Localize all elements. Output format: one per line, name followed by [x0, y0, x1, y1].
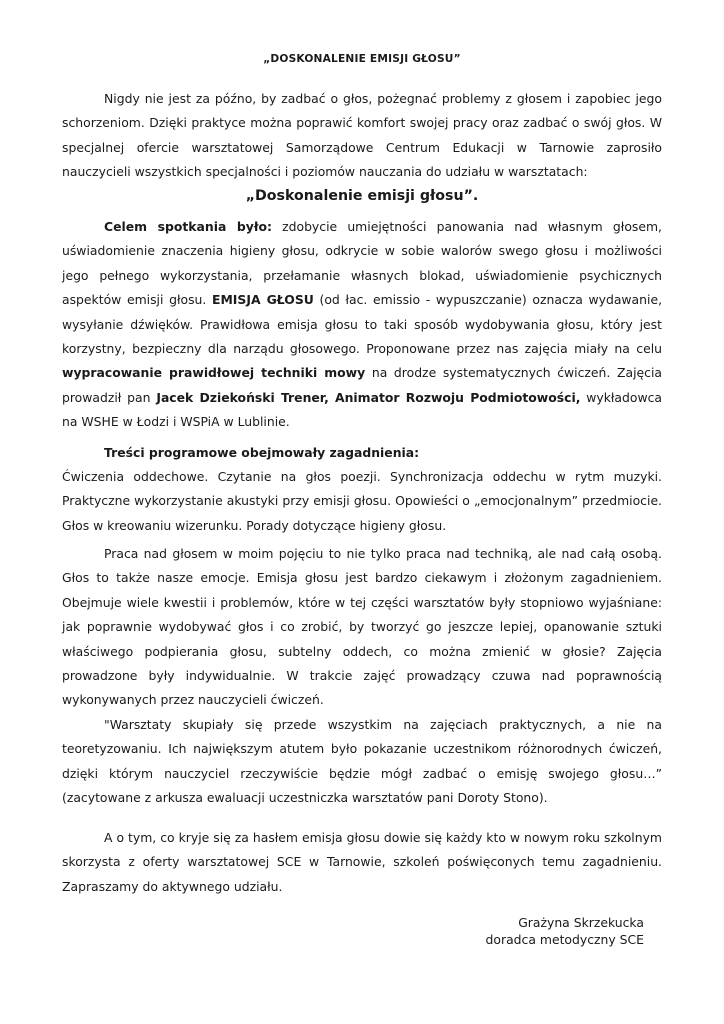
work-paragraph: Praca nad głosem w moim pojęciu to nie tylko praca nad techniką, ale nad całą osobą. Głos to także nasze emocje. Emisja głosu jest bardzo ciekawym i złożonym zagadnieniem. Obejmuje wiele kwestii i problemów, które w tej części warsztatów były stopniowo wyjaśniane: jak poprawnie wydobywać głos i co zrobić, by tworzyć go jeszcze lepiej, opanowanie sztuki właściwego podpierania głosu, subtelny oddech, co można zmienić w głosie? Zajęcia prowadzone były indywidualnie. W trakcie zajęć prowadzący czuwa nad poprawnością wykonywanych przez nauczycieli ćwiczeń. — [62, 546, 662, 708]
workshop-subtitle: „Doskonalenie emisji głosu”. — [245, 188, 479, 204]
program-heading: Treści programowe obejmowały zagadnienia: — [104, 445, 420, 460]
goal-text-1: zdobycie umiejętności panowania nad własnym głosem, uświadomienie znaczenia higieny głosu, odkrycie w sobie walorów swego głosu i możliwości jego pełnego wykorzystania, przełamanie własnych blokad, uświadomienie psychicznych aspektów emisji głosu. — [62, 219, 662, 308]
closing-paragraph: A o tym, co kryje się za hasłem emisja głosu dowie się każdy kto w nowym roku szkolnym skorzysta z oferty warsztatowej SCE w Tarnowie, szkoleń poświęconych temu zagadnieniu. Zapraszamy do aktywnego udziału. — [62, 830, 662, 894]
document-page — [62, 0, 662, 1024]
goal-text-3: na drodze systematycznych ćwiczeń. Zajęcia prowadził pan — [62, 365, 662, 405]
program-paragraph: Ćwiczenia oddechowe. Czytanie na głos poezji. Synchronizacja oddechu w rytm muzyki. Praktyczne wykorzystanie akustyki przy emisji głosu. Opowieści o „emocjonalnym” przedmiocie. Głos w kreowaniu wizerunku. Porady dotyczące higieny głosu. — [62, 469, 662, 533]
signature-name: Grażyna Skrzekucka — [518, 915, 644, 930]
trainer-name: Jacek Dziekoński Trener, Animator Rozwoju Podmiotowości, — [156, 389, 581, 405]
quote-paragraph: "Warsztaty skupiały się przede wszystkim na zajęciach praktycznych, a nie na teoretyzowaniu. Ich największym atutem było pokazanie uczestnikom różnorodnych ćwiczeń, dzięki którym nauczyciel rzeczywiście będzie mógł zadbać o emisję swojego głosu…” (zacytowane z arkusza ewaluacji uczestniczka warsztatów pani Doroty Stono). — [62, 717, 662, 806]
document-title: „DOSKONALENIE EMISJI GŁOSU” — [263, 53, 461, 65]
goal-lead: Celem spotkania było: — [104, 219, 272, 234]
goal-aim: wypracowanie prawidłowej techniki mowy — [62, 365, 366, 381]
goal-text-4: wykładowca na WSHE w Łodzi i WSPiA w Lublinie. — [62, 389, 663, 430]
goal-text-2: (od łac. emissio - wypuszczanie) oznacza wydawanie, wysyłanie dźwięków. Prawidłowa emisja głosu to taki sposób wydobywania głosu, który jest korzystny, bezpieczny dla narządu głosowego. Proponowane przez nas zajęcia miały na celu — [62, 292, 663, 357]
intro-paragraph: Nigdy nie jest za późno, by zadbać o głos, pożegnać problemy z głosem i zapobiec jego schorzeniom. Dzięki praktyce można poprawić komfort swojej pracy oraz zadbać o swój głos. W specjalnej ofercie warsztatowej Samorządowe Centrum Edukacji w Tarnowie zaprosiło nauczycieli wszystkich specjalności i poziomów nauczania do udziału w warsztatach: — [62, 91, 662, 180]
signature-block — [486, 914, 644, 948]
signature-role: doradca metodyczny SCE — [485, 932, 644, 947]
goal-paragraph — [62, 215, 662, 435]
emission-term: EMISJA GŁOSU — [212, 292, 314, 308]
